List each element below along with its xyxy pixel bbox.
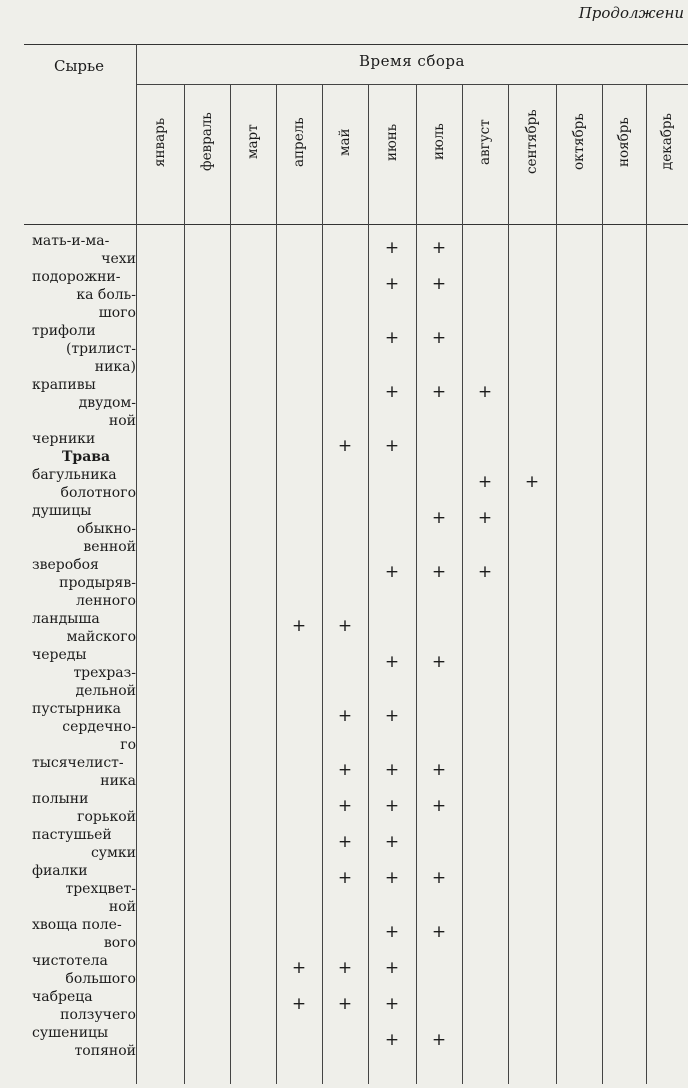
harvest-mark: + bbox=[384, 868, 400, 888]
row-label-line: трехраз- bbox=[73, 665, 136, 681]
harvest-mark: + bbox=[384, 382, 400, 402]
month-label: май bbox=[337, 128, 353, 156]
table-row bbox=[32, 916, 136, 952]
row-label-line: венной bbox=[83, 539, 136, 555]
row-label-line: череды bbox=[32, 647, 87, 663]
table-row bbox=[32, 790, 136, 826]
row-label-line: трифоли bbox=[32, 323, 96, 339]
row-label-line: ной bbox=[108, 413, 136, 429]
row-label-line: багульника bbox=[32, 467, 117, 483]
row-label-line: ленного bbox=[75, 593, 136, 609]
row-label-line: шого bbox=[98, 305, 136, 321]
row-label-line: го bbox=[120, 737, 136, 753]
row-label-line: трехцвет- bbox=[65, 881, 136, 897]
table-row bbox=[32, 232, 136, 268]
row-label-line: ной bbox=[108, 899, 136, 915]
harvest-mark: + bbox=[431, 760, 447, 780]
month-header bbox=[646, 92, 688, 212]
row-label-line: сумки bbox=[90, 845, 136, 861]
harvest-mark: + bbox=[477, 508, 493, 528]
month-label: декабрь bbox=[659, 113, 675, 171]
month-label: апрель bbox=[291, 117, 307, 167]
harvest-mark: + bbox=[384, 652, 400, 672]
month-divider bbox=[556, 84, 557, 1084]
table-row bbox=[32, 376, 136, 430]
table-row bbox=[32, 1024, 136, 1060]
row-label-line: фиалки bbox=[32, 863, 88, 879]
harvest-mark: + bbox=[337, 796, 353, 816]
month-header bbox=[602, 92, 646, 212]
harvest-mark: + bbox=[384, 958, 400, 978]
month-header bbox=[416, 92, 462, 212]
section-heading bbox=[32, 448, 136, 466]
row-label-line: вого bbox=[103, 935, 136, 951]
harvest-mark: + bbox=[291, 994, 307, 1014]
harvest-mark: + bbox=[477, 382, 493, 402]
row-label-line: ника) bbox=[94, 359, 136, 375]
month-header bbox=[462, 92, 508, 212]
month-header bbox=[556, 92, 602, 212]
row-label-line: душицы bbox=[32, 503, 92, 519]
month-header bbox=[276, 92, 322, 212]
row-label-line: топяной bbox=[74, 1043, 136, 1059]
row-label-line: горькой bbox=[77, 809, 136, 825]
row-label-line: ландыша bbox=[32, 611, 100, 627]
harvest-mark: + bbox=[384, 1030, 400, 1050]
month-divider bbox=[184, 84, 185, 1084]
harvest-mark: + bbox=[477, 562, 493, 582]
harvest-mark: + bbox=[431, 274, 447, 294]
row-label-line: продыряв- bbox=[59, 575, 136, 591]
month-divider bbox=[602, 84, 603, 1084]
row-label-line: хвоща поле- bbox=[32, 917, 122, 933]
row-label-line: крапивы bbox=[32, 377, 96, 393]
table-row bbox=[32, 988, 136, 1024]
row-label-line: майского bbox=[66, 629, 136, 645]
row-label-line: чабреца bbox=[32, 989, 93, 1005]
harvest-mark: + bbox=[431, 796, 447, 816]
row-label-line: чистотела bbox=[32, 953, 108, 969]
month-divider bbox=[368, 84, 369, 1084]
row-label-line: большого bbox=[65, 971, 136, 987]
harvest-mark: + bbox=[337, 868, 353, 888]
month-header bbox=[184, 92, 230, 212]
harvest-mark: + bbox=[337, 994, 353, 1014]
table-row bbox=[32, 322, 136, 376]
row-label-line: (трилист- bbox=[65, 341, 136, 357]
row-label-line: сердечно- bbox=[62, 719, 136, 735]
table-row bbox=[32, 646, 136, 700]
month-label: июль bbox=[431, 123, 447, 161]
harvest-mark: + bbox=[431, 508, 447, 528]
table-row bbox=[32, 502, 136, 556]
month-header bbox=[368, 92, 416, 212]
month-label: ноябрь bbox=[616, 117, 632, 167]
month-divider bbox=[322, 84, 323, 1084]
continuation-label: Продолжени bbox=[578, 4, 684, 22]
row-label-line: чехи bbox=[101, 251, 136, 267]
harvest-mark: + bbox=[431, 922, 447, 942]
table-row bbox=[32, 700, 136, 754]
month-label: август bbox=[477, 119, 493, 165]
column-header-raw: Сырье bbox=[53, 57, 105, 75]
table-row bbox=[32, 754, 136, 790]
row-label-line: тысячелист- bbox=[32, 755, 124, 771]
row-label-line: Трава bbox=[62, 449, 111, 465]
month-label: октябрь bbox=[571, 113, 587, 171]
month-label: сентябрь bbox=[524, 109, 540, 175]
row-label-line: зверобоя bbox=[32, 557, 99, 573]
harvest-mark: + bbox=[431, 238, 447, 258]
month-divider bbox=[276, 84, 277, 1084]
harvest-mark: + bbox=[337, 832, 353, 852]
month-label: июнь bbox=[384, 123, 400, 161]
harvest-mark: + bbox=[431, 868, 447, 888]
harvest-mark: + bbox=[384, 274, 400, 294]
row-label-line: черники bbox=[32, 431, 96, 447]
table-row bbox=[32, 826, 136, 862]
harvest-mark: + bbox=[384, 706, 400, 726]
row-label-line: мать-и-ма- bbox=[32, 233, 110, 249]
harvest-mark: + bbox=[431, 382, 447, 402]
harvest-mark: + bbox=[337, 706, 353, 726]
harvest-mark: + bbox=[524, 472, 540, 492]
harvest-mark: + bbox=[431, 562, 447, 582]
harvest-mark: + bbox=[384, 328, 400, 348]
table-top-rule bbox=[24, 44, 688, 45]
harvest-mark: + bbox=[384, 436, 400, 456]
harvest-mark: + bbox=[337, 616, 353, 636]
row-label-line: пастушьей bbox=[32, 827, 112, 843]
table-row bbox=[32, 610, 136, 646]
row-label-line: сушеницы bbox=[32, 1025, 109, 1041]
harvest-mark: + bbox=[431, 328, 447, 348]
row-label-line: обыкно- bbox=[76, 521, 136, 537]
row-label-line: двудом- bbox=[78, 395, 136, 411]
row-label-line: ползучего bbox=[60, 1007, 136, 1023]
row-label-line: дельной bbox=[75, 683, 136, 699]
month-divider bbox=[416, 84, 417, 1084]
harvest-mark: + bbox=[384, 832, 400, 852]
month-header bbox=[508, 92, 556, 212]
harvest-mark: + bbox=[291, 958, 307, 978]
column-header-time: Время сбора bbox=[359, 52, 465, 70]
harvest-mark: + bbox=[384, 238, 400, 258]
time-subheader-rule bbox=[136, 84, 688, 85]
harvest-mark: + bbox=[337, 760, 353, 780]
harvest-mark: + bbox=[384, 760, 400, 780]
header-bottom-rule bbox=[24, 224, 688, 225]
row-label-line: полыни bbox=[32, 791, 89, 807]
harvest-mark: + bbox=[337, 958, 353, 978]
row-label-line: ка боль- bbox=[76, 287, 136, 303]
table-row bbox=[32, 952, 136, 988]
row-label-line: пустырника bbox=[32, 701, 122, 717]
month-label: январь bbox=[152, 117, 168, 167]
month-divider bbox=[646, 84, 647, 1084]
table-row bbox=[32, 862, 136, 916]
harvest-mark: + bbox=[431, 1030, 447, 1050]
row-label-line: ника bbox=[100, 773, 136, 789]
harvest-mark: + bbox=[477, 472, 493, 492]
month-divider bbox=[230, 84, 231, 1084]
row-label-line: подорожни- bbox=[32, 269, 121, 285]
harvest-mark: + bbox=[384, 922, 400, 942]
month-label: март bbox=[245, 124, 261, 160]
raw-material-list bbox=[32, 232, 136, 1060]
row-label-line: болотного bbox=[60, 485, 136, 501]
table-row bbox=[32, 556, 136, 610]
table-row bbox=[32, 430, 136, 448]
table-row bbox=[32, 466, 136, 502]
month-divider bbox=[508, 84, 509, 1084]
harvest-mark: + bbox=[431, 652, 447, 672]
harvest-mark: + bbox=[384, 562, 400, 582]
harvest-mark: + bbox=[337, 436, 353, 456]
month-label: февраль bbox=[199, 112, 215, 172]
harvest-mark: + bbox=[291, 616, 307, 636]
month-header bbox=[136, 92, 184, 212]
month-header bbox=[230, 92, 276, 212]
harvest-mark: + bbox=[384, 796, 400, 816]
month-divider bbox=[462, 84, 463, 1084]
table-row bbox=[32, 268, 136, 322]
month-header bbox=[322, 92, 368, 212]
harvest-mark: + bbox=[384, 994, 400, 1014]
